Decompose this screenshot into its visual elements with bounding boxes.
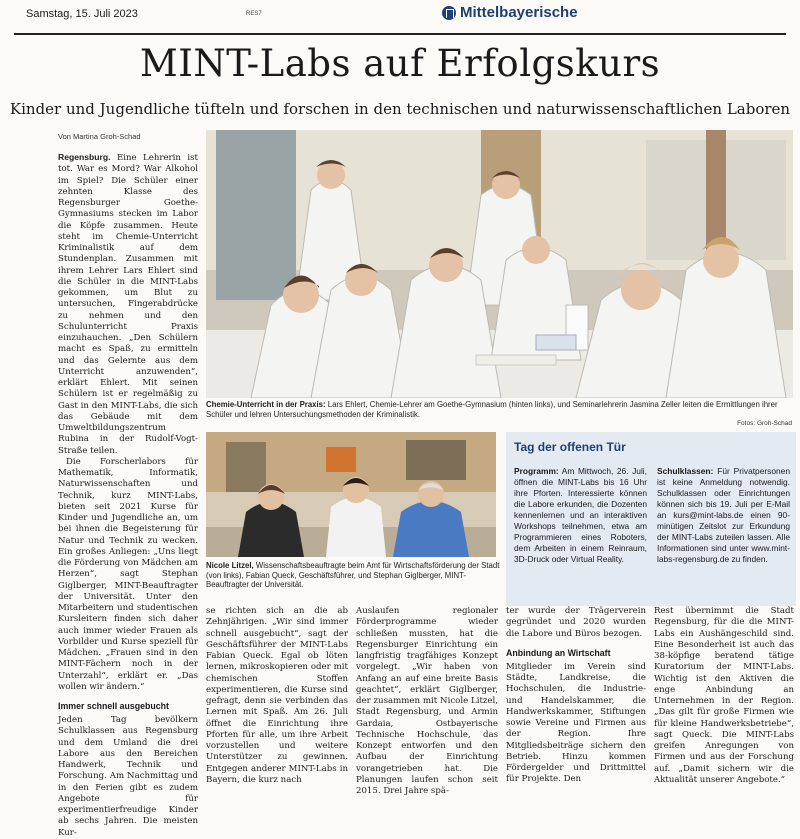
brand-logo <box>442 4 578 21</box>
team-photo <box>206 432 496 557</box>
m-logo-icon <box>442 6 456 20</box>
column-5-text: Rest übernimmt die Stadt Regensburg, für die die MINT-Labs ein Aushängeschild sind. Eine Besonderheit ist auch das 38-köpfige beratend tätige Kuratorium der MINT-Labs. Wichtig ist den Aktiven die enge Anbindung an Unternehmen in der Region. „Das gilt für große Firmen wie für kleine Handwerksbetriebe“, sagt Queck. Die MINT-Labs greifen Anregungen von Firmen und aus der Forschung auf. „Damit sichern wir die Aktualität unserer Angebote.“ <box>654 606 794 785</box>
paragraph-1: Eine Lehrerin ist tot. War es Mord? War Alkohol im Spiel? Die Schüler einer zehnten Klasse des Regensburger Goethe-Gymnasiums stecken im Labor die Köpfe zusammen. Heute steht im Chemie-Unterricht Kriminalistik auf dem Stundenplan. Zusammen mit ihrem Lehrer Lars Ehlert sind die Schüler in die MINT-Labs gekommen, um Blut zu untersuchen, Fingerabdrücke zu nehmen und den Schulunterricht Praxis einzuhauchen. „Den Schülern macht es Spaß, zu ermitteln und das Gelernte aus dem Unterricht anzuwenden“, erklärt Ehlert. Mit seinen Schülern ist er regelmäßig zu Gast in den MINT-Labs, die sich das Gebäude mit dem Umweltbildungszentrum Rubina in der Rudolf-Vogt-Straße teilen. <box>58 153 198 456</box>
photo2-caption <box>206 561 500 590</box>
photo1-caption-lead: Chemie-Unterricht in der Praxis: <box>206 400 326 409</box>
info-box-program <box>514 466 647 565</box>
page-code: RES7 <box>246 11 262 17</box>
article-column-2 <box>206 606 348 786</box>
info-classes-lead: Schulklassen: <box>657 466 714 476</box>
photo1-caption <box>206 400 793 419</box>
photo2-caption-text: Wissenschaftsbeauftragte beim Amt für Wirtschaftsförderung der Stadt (von links), Fabian Queck, Geschäftsführer, und Stephan Giglberger, MINT-Beauftragter der Universität. <box>206 561 500 590</box>
photo2-caption-lead: Nicole Litzel, <box>206 561 254 570</box>
column-2-text: se richten sich an die ab Zehnjährigen. „Wir sind immer schnell ausgebucht“, sagt der Geschäftsführer der MINT-Labs Fabian Queck. Egal ob löten lernen, mikroskopieren oder mit chemischen Stoffen experimentieren, die Kurse sind gefragt, denn sie verbinden das Lernen mit Spaß. Am 26. Juli öffnet die Einrichtung ihre Pforten für alle, um ihre Arbeit vorzustellen und weitere Unterstützer zu gewinnen. Entgegen anderer MINT-Labs in Bayern, die kurz nach <box>206 606 348 785</box>
headline: MINT-Labs auf Erfolgskurs <box>139 42 661 85</box>
article-column-4 <box>506 606 646 786</box>
page-header <box>14 0 786 36</box>
column-4-text: ter wurde der Trägerverein gegründet und 2020 wurden die Labore und Büros bezogen. <box>506 606 646 639</box>
info-program-text: Am Mittwoch, 26. Juli, öffnen die MINT-Labs bis 16 Uhr ihre Pforten. Interessierte können die Labore erkunden, die Dozenten kennenlernen und an interaktiven Workshops teilnehmen, etwa am Programmieren eines Roboters, dem Arbeiten in einem Reinraum, 3D-Druck oder Virtual Reality. <box>514 466 647 564</box>
lab-group-photo <box>206 130 793 398</box>
photo-credit: Fotos: Groh-Schad <box>737 420 792 427</box>
subhead-economy: Anbindung an Wirtschaft <box>506 647 611 658</box>
subhead-booked-out: Immer schnell ausgebucht <box>58 701 169 711</box>
byline: Von Martina Groh-Schad <box>58 132 141 141</box>
team-illustration <box>206 432 496 557</box>
brand-name: Mittelbayerische <box>460 4 578 21</box>
article-column-1 <box>58 152 198 839</box>
paragraph-2: Die Forscherlabors für Mathematik, Informatik, Naturwissenschaften und Technik, kurz MINT-Labs, bieten seit 2021 Kurse für Kinder und Jugendliche an, um bei ihnen die Begeisterung für Natur und Technik zu wecken. Ein großes Anliegen: „Uns liegt die Förderung von Mädchen am Herzen“, sagt Stephan Giglberger, MINT-Beauftragter der Universität. Unter den Mitarbeitern und studentischen Kursleitern finden sich daher auch immer wieder Frauen als Vorbilder und Kurse speziell für Mädchen. „Frauen sind in den MINT-Fächern noch in der Unterzahl“, erklärt er. „Das wollen wir ändern.“ <box>58 456 198 692</box>
info-box <box>506 432 796 606</box>
article-column-3 <box>356 606 498 797</box>
dateline: Regensburg. <box>58 152 111 162</box>
lab-group-illustration <box>206 130 793 398</box>
info-box-classes <box>657 466 790 565</box>
photo1-caption-text: Lars Ehlert, Chemie-Lehrer am Goethe-Gymnasium (hinten links), und Seminarlehrerin Jasmina Zeller leiten die Ermittlungen ihrer Schüler und lehren Untersuchungsmethoden der Kriminalistik. <box>206 400 778 419</box>
subheadline: Kinder und Jugendliche tüfteln und forschen in den technischen und naturwissenschaftlichen Laboren <box>9 100 791 118</box>
column-4-text-2: Mitglieder im Verein sind Städte, Landkreise, die Hochschulen, die Industrie- und Handelskammer, die Handwerkskammer, Stiftungen sowie Vereine und Firmen aus der Region. Ihre Mitgliedsbeiträge sichern den Betrieb. Hinzu kommen Fördergelder und Drittmittel für Projekte. Den <box>506 661 646 785</box>
header-rule <box>14 33 786 35</box>
info-box-title: Tag der offenen Tür <box>514 440 626 454</box>
info-program-lead: Programm: <box>514 466 559 476</box>
issue-date: Samstag, 15. Juli 2023 <box>26 8 138 20</box>
info-classes-text: Für Privatpersonen ist keine Anmeldung notwendig. Schulklassen oder Einrichtungen können sich bis 19. Juli per E-Mail an kurs@mint-labs.de einen 90-minütigen Zeitslot zur Erkundung der MINT-Labs zuteilen lassen. Alle Informationen sind unter www.mint-labs-regensburg.de zu finden. <box>657 466 790 564</box>
paragraph-3: Jeden Tag bevölkern Schulklassen aus Regensburg und dem Umland die drei Labore aus den Bereichen Handwerk, Technik und Forschung. Am Nachmittag und in den Ferien gibt es zudem Angebote für experimentierfreudige Kinder ab sechs Jahren. Die meisten Kur- <box>58 715 198 838</box>
column-3-text: Auslaufen regionaler Förderprogramme wieder schließen mussten, hat die Regensburger Einrichtung ein langfristig tragfähiges Konzept vorgelegt. „Wir haben von Anfang an auf eine breite Basis geachtet“, erklärt Giglberger, der zusammen mit Nicole Litzel, Stadt Regensburg, und Armin Gardaia, Ostbayerische Technische Hochschule, das Konzept entworfen und den Aufbau der Einrichtung vorangetrieben hat. Die Planungen laufen schon seit 2015. Drei Jahre spä- <box>356 606 498 796</box>
article-column-5 <box>654 606 794 786</box>
